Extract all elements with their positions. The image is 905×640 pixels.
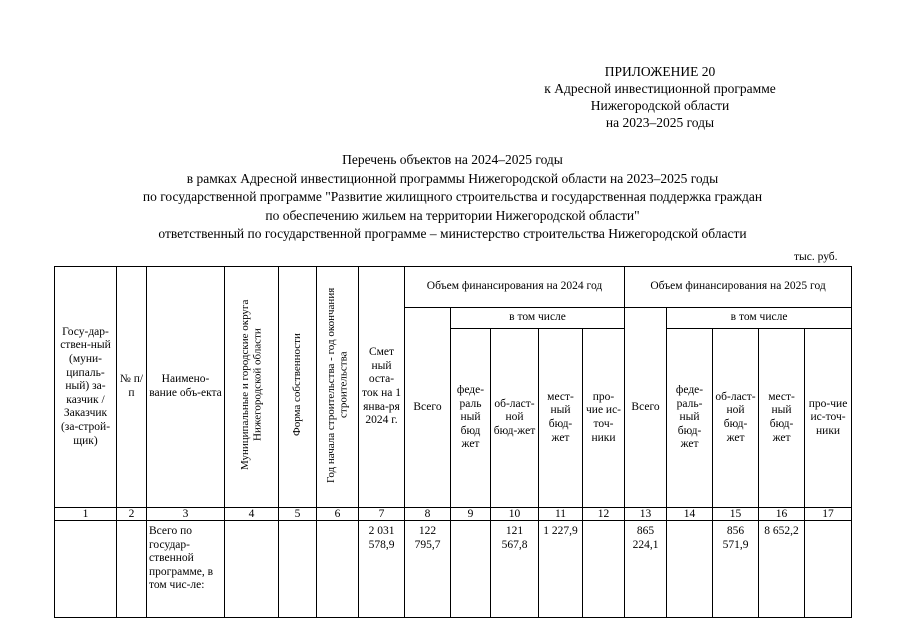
total-row <box>55 521 852 618</box>
header-number: № п/п <box>117 267 147 508</box>
column-number: 4 <box>225 508 279 521</box>
header-local-2024: мест-ный бюд-жет <box>539 329 583 508</box>
header-funding-2025: Объем финансирования на 2025 год <box>625 267 852 308</box>
total-ownership <box>279 521 317 618</box>
column-number: 5 <box>279 508 317 521</box>
total-municipality <box>225 521 279 618</box>
header-other-2025: про-чие ис-точ-ники <box>805 329 852 508</box>
header-years-text: Год начала строительства - год окончания строительства <box>325 287 350 483</box>
total-2025: 865 224,1 <box>625 521 667 618</box>
header-total-2024: Всего <box>405 308 451 508</box>
total-customer <box>55 521 117 618</box>
header-object-name: Наимено-вание объ-екта <box>147 267 225 508</box>
header-municipality <box>225 267 279 508</box>
title-line-3: по государственной программе "Развитие жилищного строительства и государственная поддержка граждан <box>142 189 763 204</box>
header-including-2024: в том числе <box>451 308 625 329</box>
title-line-5: ответственный по государственной программе – министерство строительства Нижегородской области <box>158 226 747 241</box>
appendix-header <box>520 63 800 131</box>
column-number: 14 <box>667 508 713 521</box>
header-local-2025: мест-ный бюд-жет <box>759 329 805 508</box>
objects-table <box>54 266 852 618</box>
header-regional-2025: об-ласт-ной бюд-жет <box>713 329 759 508</box>
units-label: тыс. руб. <box>794 251 838 263</box>
title-line-4: по обеспечению жильем на территории Нижегородской области" <box>265 207 640 223</box>
title-line-2: в рамках Адресной инвестиционной программы Нижегородской области на 2023–2025 годы <box>186 170 719 186</box>
total-number <box>117 521 147 618</box>
column-number: 3 <box>147 508 225 521</box>
column-number: 15 <box>713 508 759 521</box>
header-federal-2024: феде-раль ный бюд жет <box>451 329 491 508</box>
header-ownership-text: Форма собственности <box>291 333 304 437</box>
column-number-row <box>55 508 852 521</box>
column-number: 1 <box>55 508 117 521</box>
header-years <box>317 267 359 508</box>
header-federal-2025: феде-раль-ный бюд-жет <box>667 329 713 508</box>
total-years <box>317 521 359 618</box>
regional-2025: 856 571,9 <box>713 521 759 618</box>
header-ownership <box>279 267 317 508</box>
appendix-line-1: ПРИЛОЖЕНИЕ 20 <box>604 64 716 79</box>
regional-2024: 121 567,8 <box>491 521 539 618</box>
column-number: 7 <box>359 508 405 521</box>
header-regional-2024: об-ласт-ной бюд-жет <box>491 329 539 508</box>
column-number: 13 <box>625 508 667 521</box>
federal-2024 <box>451 521 491 618</box>
header-estimate: Смет ный оста-ток на 1 янва-ря 2024 г. <box>359 267 405 508</box>
column-number: 2 <box>117 508 147 521</box>
total-estimate: 2 031 578,9 <box>359 521 405 618</box>
total-name: Всего по государ-ственной программе, в том чис-ле: <box>147 521 225 618</box>
document-title <box>40 151 865 244</box>
local-2024: 1 227,9 <box>539 521 583 618</box>
appendix-line-3: Нижегородской области <box>590 98 730 113</box>
column-number: 12 <box>583 508 625 521</box>
column-number: 16 <box>759 508 805 521</box>
header-funding-2024: Объем финансирования на 2024 год <box>405 267 625 308</box>
header-total-2025: Всего <box>625 308 667 508</box>
other-2025 <box>805 521 852 618</box>
appendix-line-2: к Адресной инвестиционной программе <box>544 81 776 96</box>
other-2024 <box>583 521 625 618</box>
column-number: 6 <box>317 508 359 521</box>
column-number: 8 <box>405 508 451 521</box>
column-number: 17 <box>805 508 852 521</box>
title-line-1: Перечень объектов на 2024–2025 годы <box>342 152 563 167</box>
appendix-line-4: на 2023–2025 годы <box>605 115 715 130</box>
column-number: 10 <box>491 508 539 521</box>
total-2024: 122 795,7 <box>405 521 451 618</box>
header-customer: Госу-дар-ствен-ный (муни-ципаль-ный) за-казчик / Заказчик (за-строй-щик) <box>55 267 117 508</box>
header-municipality-text: Муниципальные и городские округа Нижегородской области <box>239 299 264 470</box>
local-2025: 8 652,2 <box>759 521 805 618</box>
column-number: 9 <box>451 508 491 521</box>
column-number: 11 <box>539 508 583 521</box>
header-including-2025: в том числе <box>667 308 852 329</box>
header-other-2024: про-чие ис-точ-ники <box>583 329 625 508</box>
federal-2025 <box>667 521 713 618</box>
